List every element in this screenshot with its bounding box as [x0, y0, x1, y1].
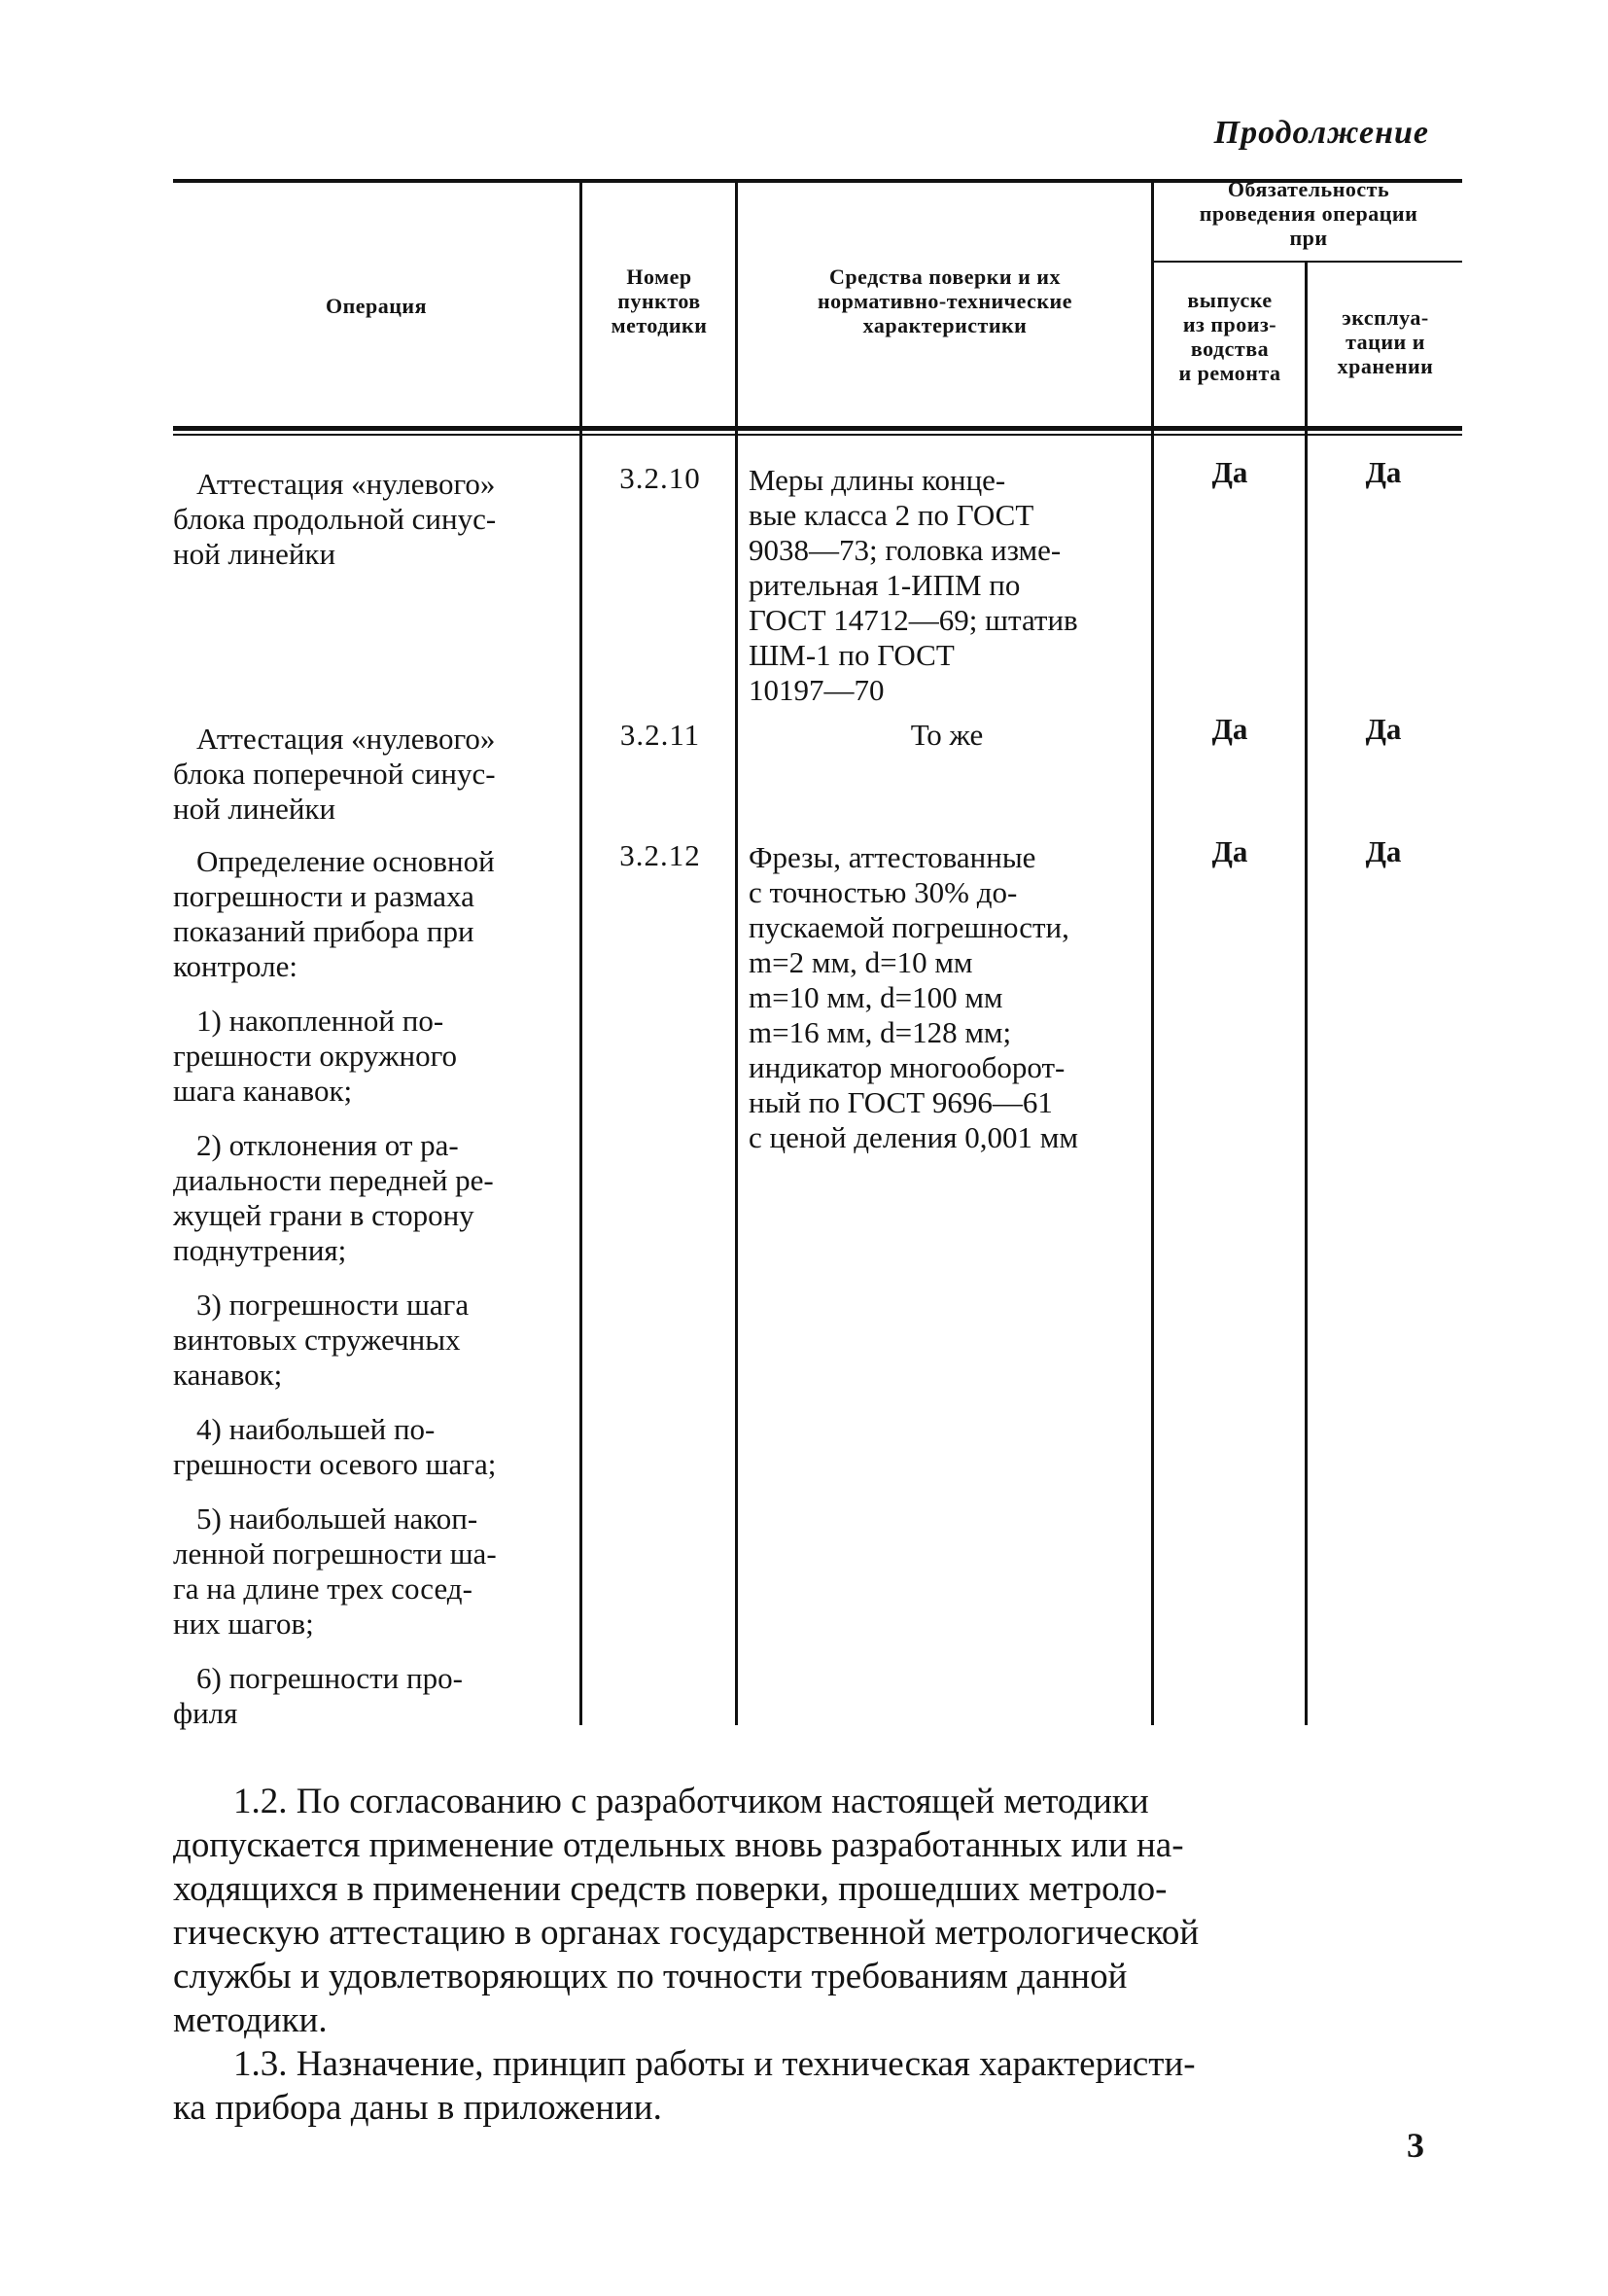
row3-number: 3.2.12	[619, 838, 701, 872]
row3-operation-storage: Да	[1365, 834, 1402, 868]
sub-item-3: 3) погрешности шага винтовых стружечных канавок;	[173, 1288, 470, 1392]
header-operation: Операция	[325, 294, 428, 318]
row1-operation: Аттестация «нулевого» блока продольной синус- ной линейки	[173, 467, 497, 571]
row1-operation-storage: Да	[1365, 455, 1402, 489]
page-number: 3	[1407, 2126, 1424, 2165]
header-means: Средства поверки и их нормативно-технические характеристики	[817, 265, 1072, 337]
column-divider-2	[735, 179, 738, 1725]
row1-release: Да	[1211, 455, 1248, 489]
row2-number: 3.2.11	[619, 718, 701, 752]
header-operation-storage: эксплуа- тации и хранении	[1337, 305, 1434, 378]
header-item-number: Номер пунктов методики	[611, 265, 708, 337]
sub-item-5: 5) наибольшей накоп- ленной погрешности ша- га на длине трех сосед- них шагов;	[173, 1501, 497, 1641]
column-divider-1	[579, 179, 582, 1725]
row3-sub-items	[173, 1004, 566, 1731]
row1-means: Меры длины конце- вые класса 2 по ГОСТ 9038—73; головка изме- рительная 1-ИПМ по ГОСТ 14712—69; штатив ШМ-1 по ГОСТ 10197—70	[749, 463, 1078, 707]
paragraph-1-3: 1.3. Назначение, принцип работы и техническая характеристи- ка прибора даны в приложении.	[173, 2044, 1196, 2128]
row2-means: То же	[910, 718, 984, 752]
sub-item-1: 1) накопленной по- грешности окружного шага канавок;	[173, 1004, 458, 1108]
sub-item-4: 4) наибольшей по- грешности осевого шага;	[173, 1412, 497, 1481]
row1-number: 3.2.10	[619, 461, 701, 495]
column-divider-3	[1151, 179, 1154, 1725]
header-bottom-rule	[173, 426, 1462, 431]
row3-operation: Определение основной погрешности и размаха показаний прибора при контроле:	[173, 844, 495, 983]
row3-means: Фрезы, аттестованные с точностью 30% до- пускаемой погрешности, m=2 мм, d=10 мм m=10 мм, d=100 мм m=16 мм, d=128 мм; индикатор многооборот- ный по ГОСТ 9696—61 с ценой деления 0,001 мм	[749, 840, 1078, 1154]
paragraph-1-2: 1.2. По согласованию с разработчиком настоящей методики допускается применение отдельных вновь разработанных или на- ходящихся в применении средств поверки, прошедших метроло- гическую аттестацию в органах государственной метрологической службы и удовлетворяющих по точности требованиям данной методики.	[173, 1782, 1200, 2040]
continuation-label: Продолжение	[1213, 115, 1429, 151]
column-divider-4	[1305, 261, 1308, 1725]
header-obligatory: Обязательность проведения операции при	[1199, 177, 1418, 250]
sub-item-6: 6) погрешности про- филя	[173, 1661, 463, 1730]
row2-operation-storage: Да	[1365, 712, 1402, 746]
header-release: выпуске из произ- водства и ремонта	[1178, 288, 1281, 385]
row2-release: Да	[1211, 712, 1248, 746]
header-bottom-rule-thin	[173, 434, 1462, 436]
row3-release: Да	[1211, 834, 1248, 868]
row2-operation: Аттестация «нулевого» блока поперечной синус- ной линейки	[173, 722, 496, 826]
sub-item-2: 2) отклонения от ра- диальности передней ре- жущей грани в сторону поднутрения;	[173, 1128, 494, 1267]
row3-operation-block	[173, 844, 566, 1750]
